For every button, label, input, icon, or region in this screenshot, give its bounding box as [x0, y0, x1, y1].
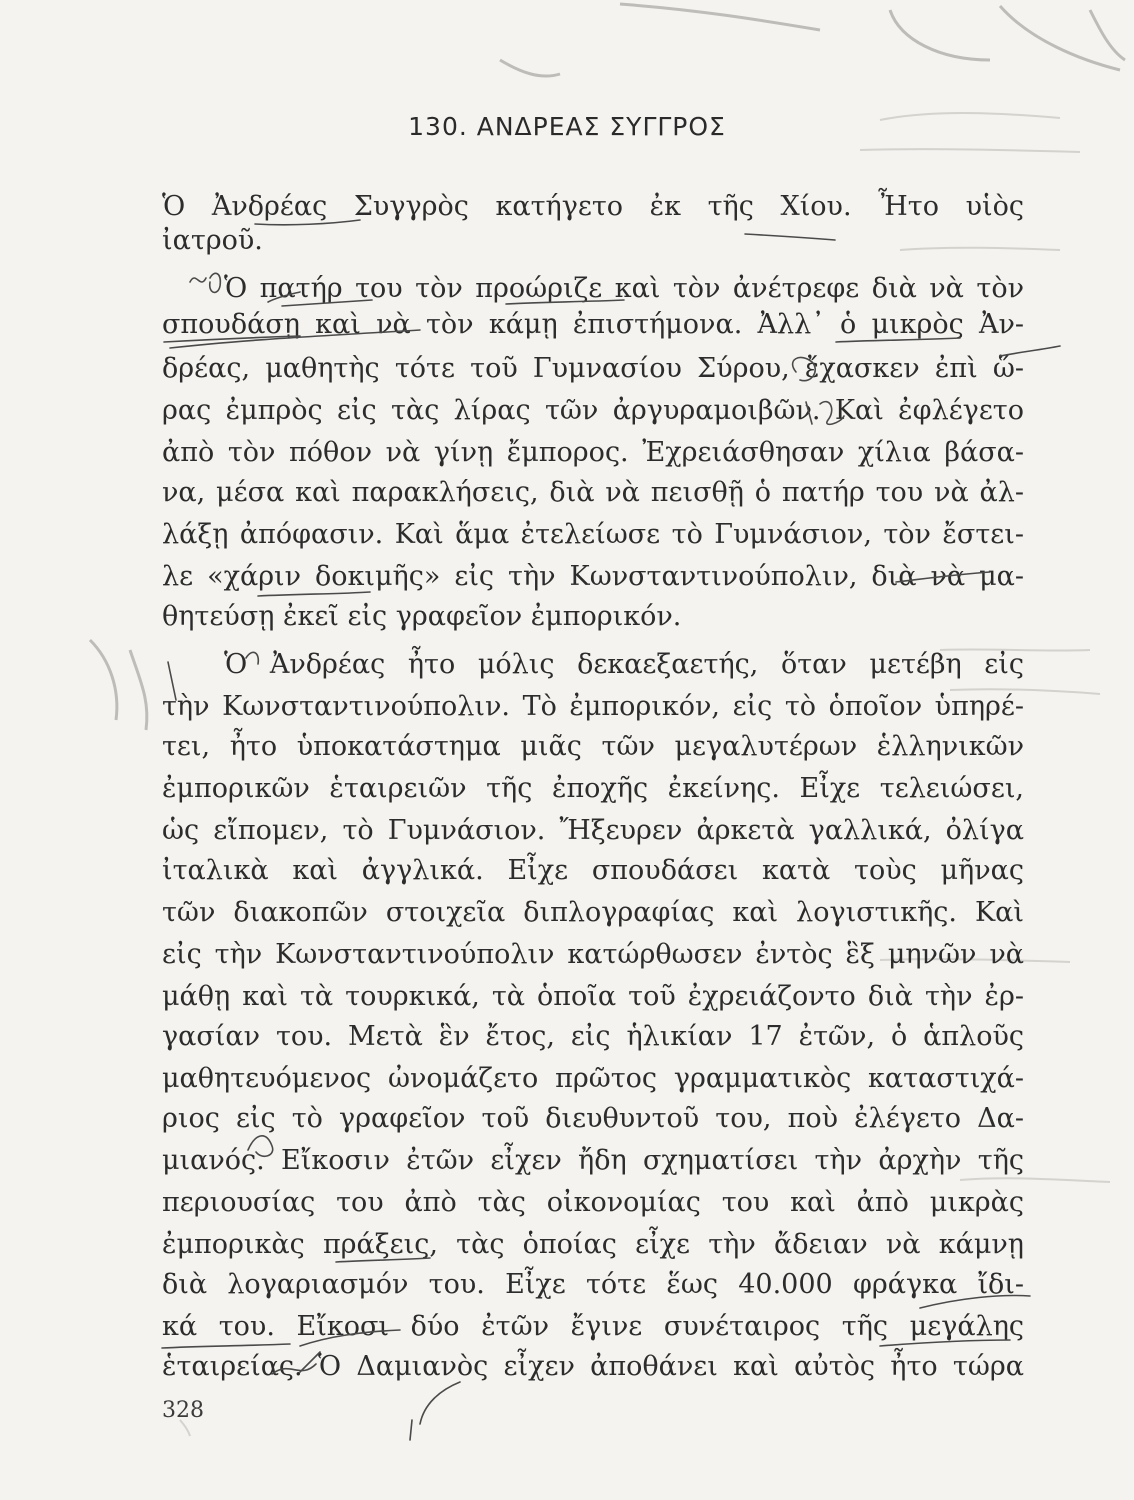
text-line: λάξῃ ἀπόφασιν. Καὶ ἅμα ἐτελείωσε τὸ Γυμνάσιον, τὸν ἔστει-	[162, 519, 1024, 550]
text-line: ὡς εἴπομεν, τὸ Γυμνάσιον. Ἤξευρεν ἀρκετὰ γαλλικά, ὀλίγα	[162, 815, 1024, 846]
text-line: ρας ἐμπρὸς εἰς τὰς λίρας τῶν ἀργυραμοιβῶν. Καὶ ἐφλέγετο	[162, 395, 1024, 426]
text-line: γασίαν του. Μετὰ ἓν ἔτος, εἰς ἡλικίαν 17 ἐτῶν, ὁ ἁπλοῦς	[162, 1021, 1024, 1052]
text-line: σπουδάσῃ καὶ νὰ τὸν κάμῃ ἐπιστήμονα. Ἀλλ᾽ ὁ μικρὸς Ἀν-	[162, 309, 1024, 340]
text-line: διὰ λογαριασμόν του. Εἶχε τότε ἕως 40.000 φράγκα ἴδι-	[162, 1269, 1024, 1300]
text-line: τὴν Κωνσταντινούπολιν. Τὸ ἐμπορικόν, εἰς τὸ ὁποῖον ὑπηρέ-	[162, 691, 1024, 722]
text-line: λε «χάριν δοκιμῆς» εἰς τὴν Κωνσταντινούπολιν, διὰ νὰ μα-	[162, 561, 1024, 592]
text-line: δρέας, μαθητὴς τότε τοῦ Γυμνασίου Σύρου, ἔχασκεν ἐπὶ ὥ-	[162, 353, 1024, 384]
text-line: μάθῃ καὶ τὰ τουρκικά, τὰ ὁποῖα τοῦ ἐχρειάζοντο διὰ τὴν ἐρ-	[162, 981, 1024, 1012]
text-line: ἰατροῦ.	[162, 225, 263, 256]
text-line: ἑταιρείας. Ὁ Δαμιανὸς εἶχεν ἀποθάνει καὶ αὐτὸς ἦτο τώρα	[162, 1351, 1024, 1382]
text-line: ἀπὸ τὸν πόθον νὰ γίνῃ ἔμπορος. Ἐχρειάσθησαν χίλια βάσα-	[162, 437, 1024, 468]
text-line: Ὁ Ἀνδρέας ἦτο μόλις δεκαεξαετής, ὅταν μετέβη εἰς	[224, 649, 1024, 680]
pencil-underline	[162, 1344, 290, 1348]
text-line: τει, ἦτο ὑποκατάστημα μιᾶς τῶν μεγαλυτέρων ἑλληνικῶν	[162, 731, 1024, 762]
text-line: εἰς τὴν Κωνσταντινούπολιν κατώρθωσεν ἐντὸς ἓξ μηνῶν νὰ	[162, 939, 1024, 970]
pencil-mark	[410, 1420, 412, 1440]
text-line: Ὁ πατήρ του τὸν προώριζε καὶ τὸν ἀνέτρεφε διὰ νὰ τὸν	[224, 273, 1024, 304]
text-line: τῶν διακοπῶν στοιχεῖα διπλογραφίας καὶ λογιστικῆς. Καὶ	[162, 897, 1024, 928]
text-line: περιουσίας του ἀπὸ τὰς οἰκονομίας του καὶ ἀπὸ μικρὰς	[162, 1187, 1024, 1218]
pencil-margin-number	[190, 273, 220, 292]
text-line: ἐμπορικῶν ἑταιρειῶν τῆς ἐποχῆς ἐκείνης. Εἶχε τελειώσει,	[162, 773, 1024, 804]
pencil-curve	[420, 1382, 460, 1424]
chapter-heading: 130. ΑΝΔΡΕΑΣ ΣΥΓΓΡΟΣ	[408, 112, 726, 141]
text-line: ριος εἰς τὸ γραφεῖον τοῦ διευθυντοῦ του, ποὺ ἐλέγετο Δα-	[162, 1103, 1024, 1134]
text-line: μαθητευόμενος ὠνομάζετο πρῶτος γραμματικὸς καταστιχά-	[162, 1063, 1024, 1094]
text-line: θητεύσῃ ἐκεῖ εἰς γραφεῖον ἐμπορικόν.	[162, 601, 682, 632]
text-line: να, μέσα καὶ παρακλήσεις, διὰ νὰ πεισθῇ ὁ πατήρ του νὰ ἀλ-	[162, 477, 1024, 508]
text-line: Ὁ Ἀνδρέας Συγγρὸς κατήγετο ἐκ τῆς Χίου. Ἦτο υἱὸς	[162, 191, 1024, 222]
text-line: ἐμπορικὰς πράξεις, τὰς ὁποίας εἶχε τὴν ἄδειαν νὰ κάμνῃ	[162, 1229, 1024, 1260]
text-line: ἰταλικὰ καὶ ἀγγλικά. Εἶχε σπουδάσει κατὰ τοὺς μῆνας	[162, 855, 1024, 886]
text-line: μιανός. Εἴκοσιν ἐτῶν εἶχεν ἤδη σχηματίσει τὴν ἀρχὴν τῆς	[162, 1145, 1024, 1176]
text-line: κά του. Εἴκοσι δύο ἐτῶν ἔγινε συνέταιρος τῆς μεγάλης	[162, 1311, 1024, 1342]
page-number: 328	[162, 1398, 204, 1423]
